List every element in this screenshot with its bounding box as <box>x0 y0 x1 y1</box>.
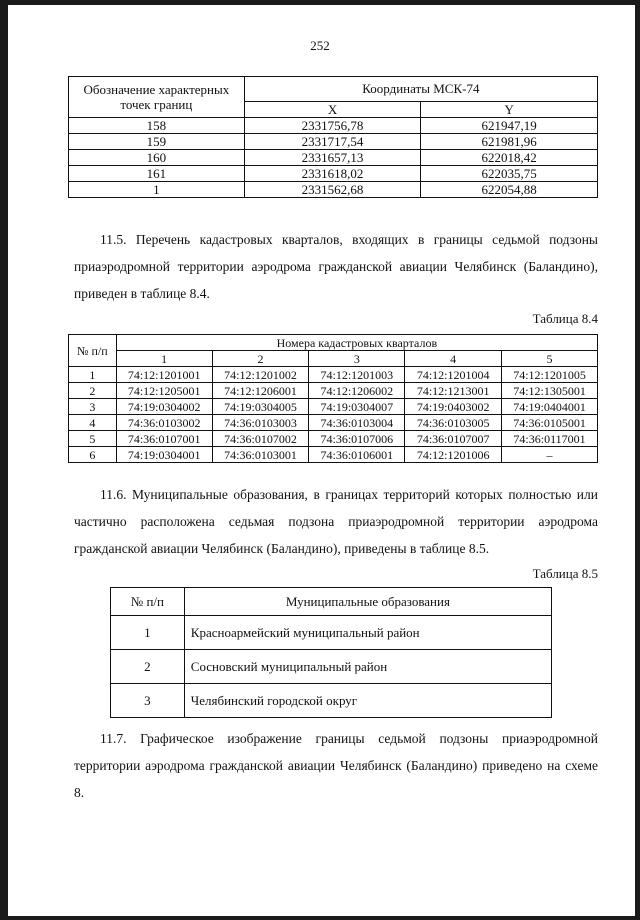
header-y: Y <box>421 102 598 118</box>
header-points: Обозначение характерных точек границ <box>69 77 245 118</box>
quarter-cell: 74:12:1206002 <box>309 383 405 399</box>
quarter-cell: 74:36:0103003 <box>212 415 309 431</box>
row-number: 3 <box>111 684 185 718</box>
quarter-cell: 74:12:1201003 <box>309 367 405 383</box>
y-cell: 622018,42 <box>421 150 598 166</box>
quarter-cell: 74:19:0304001 <box>116 447 212 463</box>
quarter-cell: 74:36:0107002 <box>212 431 309 447</box>
quarter-cell: 74:36:0107006 <box>309 431 405 447</box>
x-cell: 2331756,78 <box>244 118 421 134</box>
header-num: № п/п <box>69 335 117 367</box>
row-number: 1 <box>69 367 117 383</box>
y-cell: 622054,88 <box>421 182 598 198</box>
quarter-cell: 74:19:0304005 <box>212 399 309 415</box>
table-row <box>111 650 552 684</box>
cadastral-quarters-table <box>68 334 598 463</box>
point-cell: 159 <box>69 134 245 150</box>
table-row <box>69 150 598 166</box>
table-8-4-caption: Таблица 8.4 <box>532 311 598 326</box>
header-group: Номера кадастровых кварталов <box>116 335 597 351</box>
x-cell: 2331562,68 <box>244 182 421 198</box>
table-row <box>69 367 598 383</box>
paragraph-11-7 <box>74 725 598 806</box>
scan-edge-bottom <box>0 916 640 920</box>
quarter-cell: 74:19:0304007 <box>309 399 405 415</box>
table-row <box>69 399 598 415</box>
quarter-cell: 74:12:1305001 <box>502 383 598 399</box>
table-row <box>69 415 598 431</box>
page-number: 252 <box>310 38 330 53</box>
x-cell: 2331657,13 <box>244 150 421 166</box>
quarter-cell: 74:12:1201004 <box>405 367 502 383</box>
row-number: 3 <box>69 399 117 415</box>
quarter-cell: 74:12:1206001 <box>212 383 309 399</box>
header-coords: Координаты МСК-74 <box>244 77 597 102</box>
municipality-name: Красноармейский муниципальный район <box>184 616 551 650</box>
quarter-cell: 74:12:1201002 <box>212 367 309 383</box>
paragraph-11-6 <box>74 481 598 562</box>
quarter-cell: 74:36:0103004 <box>309 415 405 431</box>
row-number: 2 <box>111 650 185 684</box>
header-x: X <box>244 102 421 118</box>
table-row <box>69 166 598 182</box>
row-number: 2 <box>69 383 117 399</box>
column-header: 1 <box>116 351 212 367</box>
x-cell: 2331717,54 <box>244 134 421 150</box>
table-row <box>69 431 598 447</box>
quarter-cell: 74:12:1201006 <box>405 447 502 463</box>
row-number: 5 <box>69 431 117 447</box>
quarter-cell: 74:36:0107007 <box>405 431 502 447</box>
paragraph-11-5 <box>74 226 598 307</box>
header-num: № п/п <box>111 588 185 616</box>
point-cell: 160 <box>69 150 245 166</box>
quarter-cell: 74:36:0103002 <box>116 415 212 431</box>
quarter-cell: 74:36:0117001 <box>502 431 598 447</box>
column-header: 3 <box>309 351 405 367</box>
x-cell: 2331618,02 <box>244 166 421 182</box>
quarter-cell: 74:36:0107001 <box>116 431 212 447</box>
table-row <box>69 447 598 463</box>
quarter-cell: 74:12:1201001 <box>116 367 212 383</box>
quarter-cell: 74:12:1205001 <box>116 383 212 399</box>
y-cell: 621981,96 <box>421 134 598 150</box>
quarter-cell: 74:19:0304002 <box>116 399 212 415</box>
scan-edge-left <box>0 0 8 920</box>
point-cell: 1 <box>69 182 245 198</box>
row-number: 4 <box>69 415 117 431</box>
scan-edge-top <box>0 0 640 5</box>
quarter-cell: 74:36:0106001 <box>309 447 405 463</box>
municipality-name: Сосновский муниципальный район <box>184 650 551 684</box>
y-cell: 621947,19 <box>421 118 598 134</box>
paragraph-text: 11.6. Муниципальные образования, в границах территорий которых полностью или частично расположена седьмая подзона приаэродромной территории аэродрома гражданской авиации Челябинск (Баландино), приведены в таблице 8.5. <box>74 487 598 556</box>
quarter-cell: 74:19:0404001 <box>502 399 598 415</box>
point-cell: 161 <box>69 166 245 182</box>
quarter-cell: 74:36:0105001 <box>502 415 598 431</box>
table-row <box>111 684 552 718</box>
quarter-cell: 74:36:0103005 <box>405 415 502 431</box>
header-name: Муниципальные образования <box>184 588 551 616</box>
table-row <box>69 383 598 399</box>
y-cell: 622035,75 <box>421 166 598 182</box>
table-row <box>69 134 598 150</box>
quarter-cell: 74:12:1201005 <box>502 367 598 383</box>
quarter-cell: – <box>502 447 598 463</box>
municipalities-table <box>110 587 552 718</box>
column-header: 5 <box>502 351 598 367</box>
table-row <box>69 118 598 134</box>
quarter-cell: 74:19:0403002 <box>405 399 502 415</box>
row-number: 1 <box>111 616 185 650</box>
paragraph-text: 11.7. Графическое изображение границы седьмой подзоны приаэродромной территории аэродрома гражданской авиации Челябинск (Баландино) приведено на схеме 8. <box>74 731 598 800</box>
table-row <box>111 616 552 650</box>
column-header: 2 <box>212 351 309 367</box>
coordinates-table <box>68 76 598 198</box>
paragraph-text: 11.5. Перечень кадастровых кварталов, входящих в границы седьмой подзоны приаэродромной территории аэродрома гражданской авиации Челябинск (Баландино), приведен в таблице 8.4. <box>74 232 598 301</box>
row-number: 6 <box>69 447 117 463</box>
scan-edge-right <box>635 0 640 920</box>
table-row <box>69 182 598 198</box>
quarter-cell: 74:36:0103001 <box>212 447 309 463</box>
point-cell: 158 <box>69 118 245 134</box>
column-header: 4 <box>405 351 502 367</box>
table-8-5-caption: Таблица 8.5 <box>532 566 598 581</box>
municipality-name: Челябинский городской округ <box>184 684 551 718</box>
quarter-cell: 74:12:1213001 <box>405 383 502 399</box>
